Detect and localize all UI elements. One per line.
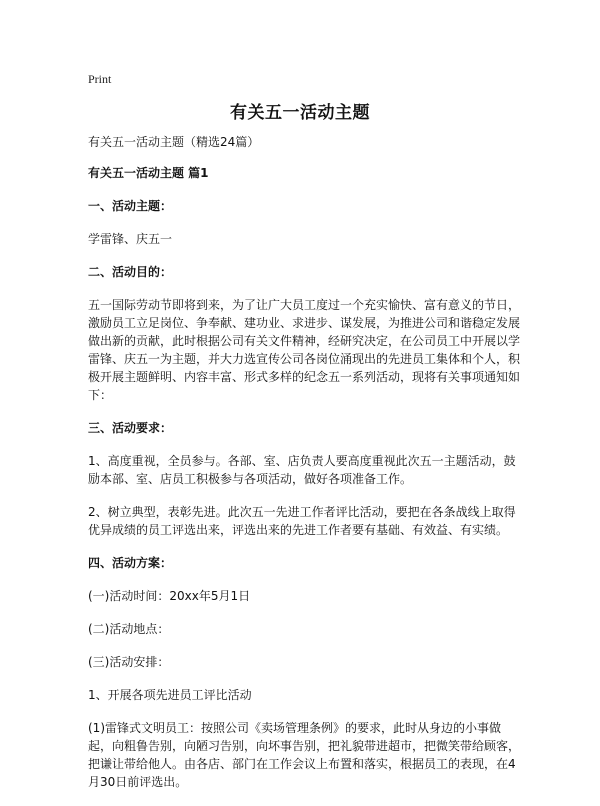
paragraph-location: (二)活动地点： xyxy=(88,622,170,636)
paragraph-theme: 学雷锋、庆五一 xyxy=(88,232,173,246)
heading-purpose: 二、活动目的： xyxy=(88,265,173,279)
document-body xyxy=(88,133,520,806)
heading-theme: 一、活动主题： xyxy=(88,199,173,213)
paragraph-time: (一)活动时间：20xx年5月1日 xyxy=(88,589,251,603)
page-title: 有关五一活动主题 xyxy=(230,103,370,123)
paragraph-requirement-1: 1、高度重视，全员参与。各部、室、店负责人要高度重视此次五一主题活动，鼓励本部、室、店员工积极参与各项活动，做好各项准备工作。 xyxy=(88,454,516,486)
heading-requirements: 三、活动要求： xyxy=(88,421,173,435)
paragraph-purpose: 五一国际劳动节即将到来，为了让广大员工度过一个充实愉快、富有意义的节日，激励员工立足岗位、争奉献、建功业、求进步、谋发展，为推进公司和谐稳定发展做出新的贡献，此时根据公司有关文件精神，经研究决定，在公司员工中开展以学雷锋、庆五一为主题，并大力选宣传公司各岗位涌现出的先进员工集体和个人，积极开展主题鲜明、内容丰富、形式多样的纪念五一系列活动，现将有关事项通知如下： xyxy=(88,298,521,402)
heading-plan: 四、活动方案： xyxy=(88,556,173,570)
paragraph-evaluation: 1、开展各项先进员工评比活动 xyxy=(88,688,252,702)
document-subtitle: 有关五一活动主题（精选24篇） xyxy=(88,135,260,149)
paragraph-lei-feng: (1)雷锋式文明员工：按照公司《卖场管理条例》的要求，此时从身边的小事做起，向粗鲁告别，向陋习告别，向坏事告别，把礼貌带进超市，把微笑带给顾客，把谦让带给他人。由各店、部门在工作会议上布置和落实，根据员工的表现，在4月30日前评选出。 xyxy=(88,721,521,789)
section-title: 有关五一活动主题 篇1 xyxy=(88,166,209,180)
paragraph-requirement-2: 2、树立典型，表彰先进。此次五一先进工作者评比活动，要把在各条战线上取得优异成绩的员工评选出来，评选出来的先进工作者要有基础、有效益、有实绩。 xyxy=(88,505,516,537)
print-label: Print xyxy=(88,72,112,86)
paragraph-arrangement: (三)活动安排： xyxy=(88,655,170,669)
